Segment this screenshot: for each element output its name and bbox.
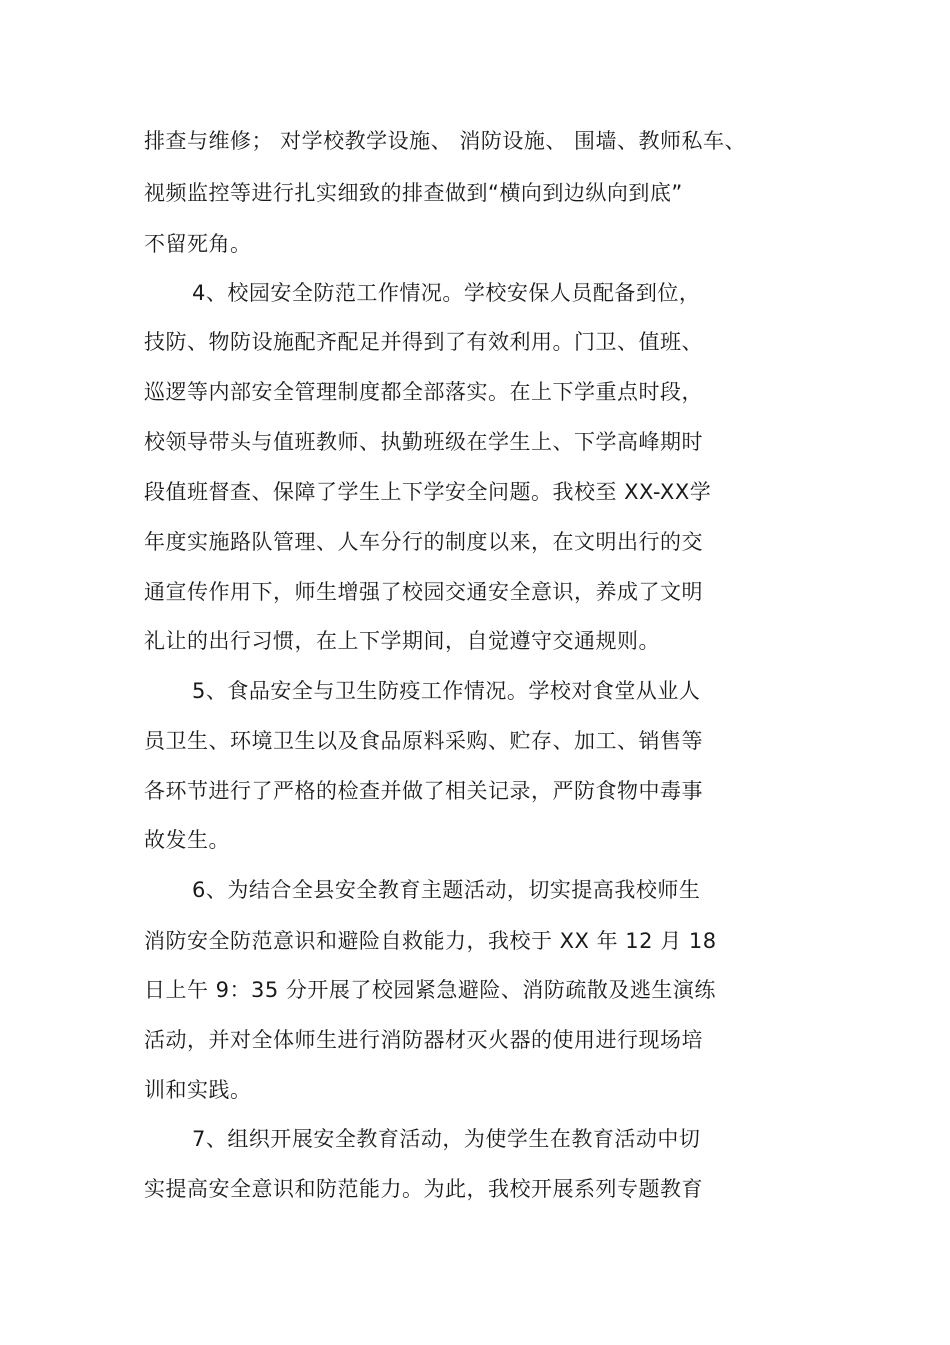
paragraph-line: 礼让的出行习惯，在上下学期间，自觉遵守交通规则。 xyxy=(144,629,660,653)
paragraph-line: 段值班督查、保障了学生上下学安全问题。我校至 XX-XX学 xyxy=(144,480,712,504)
paragraph-line: 7、组织开展安全教育活动，为使学生在教育活动中切 xyxy=(192,1127,701,1151)
paragraph-line: 巡逻等内部安全管理制度都全部落实。在上下学重点时段， xyxy=(144,380,703,404)
paragraph-line: 通宣传作用下，师生增强了校园交通安全意识，养成了文明 xyxy=(144,580,703,604)
paragraph-line: 5、食品安全与卫生防疫工作情况。学校对食堂从业人 xyxy=(192,679,701,703)
paragraph-line: 日上午 9：35 分开展了校园紧急避险、消防疏散及逃生演练 xyxy=(144,978,716,1002)
paragraph-line: 年度实施路队管理、人车分行的制度以来，在文明出行的交 xyxy=(144,530,703,554)
paragraph-line: 活动，并对全体师生进行消防器材灭火器的使用进行现场培 xyxy=(144,1028,703,1052)
paragraph-line: 各环节进行了严格的检查并做了相关记录，严防食物中毒事 xyxy=(144,779,703,803)
paragraph-line: 训和实践。 xyxy=(144,1078,252,1102)
paragraph-line: 实提高安全意识和防范能力。为此，我校开展系列专题教育 xyxy=(144,1177,703,1201)
paragraph-line: 故发生。 xyxy=(144,828,230,852)
paragraph-line: 不留死角。 xyxy=(144,232,252,256)
paragraph-line: 技防、物防设施配齐配足并得到了有效利用。门卫、值班、 xyxy=(144,330,703,354)
paragraph-line: 6、为结合全县安全教育主题活动，切实提高我校师生 xyxy=(192,878,701,902)
paragraph-line: 视频监控等进行扎实细致的排查做到“横向到边纵向到底” xyxy=(144,181,683,205)
paragraph-line: 校领导带头与值班教师、执勤班级在学生上、下学高峰期时 xyxy=(144,430,703,454)
paragraph-line: 员卫生、环境卫生以及食品原料采购、贮存、加工、销售等 xyxy=(144,729,703,753)
paragraph-line: 消防安全防范意识和避险自救能力，我校于 XX 年 12 月 18 xyxy=(144,929,717,953)
paragraph-line: 4、校园安全防范工作情况。学校安保人员配备到位， xyxy=(192,281,701,305)
paragraph-line: 排查与维修； 对学校教学设施、 消防设施、 围墙、教师私车、 xyxy=(144,129,747,153)
